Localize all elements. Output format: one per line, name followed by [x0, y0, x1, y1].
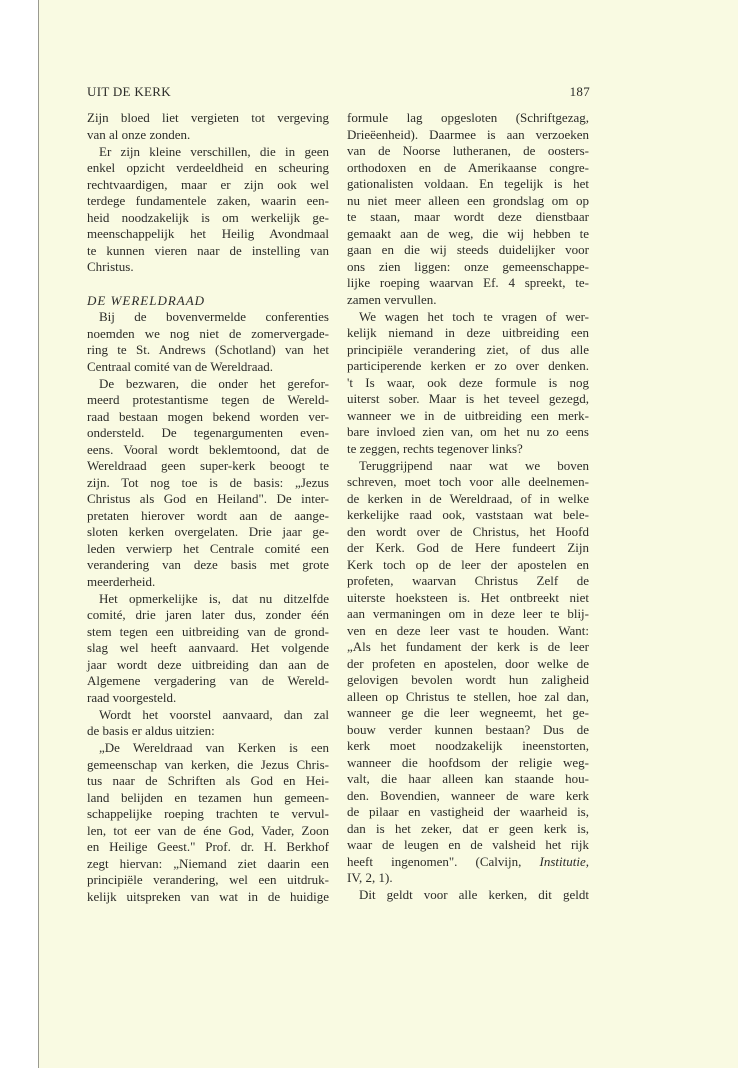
- text-line: gationalisten voldaan. En tegelijk is het: [347, 176, 589, 191]
- text-line: uiterst sober. Maar is het teveel gezegd,: [347, 391, 589, 406]
- text-line: pretaten hierover wordt aan de aange-: [87, 507, 329, 523]
- text-line: de pilaar en vastigheid der waarheid is,: [347, 804, 589, 819]
- text-line: 't Is waar, ook deze formule is nog: [347, 374, 589, 390]
- left-column: [87, 110, 329, 906]
- text-line: heid noodzakelijk is om werkelijk ge-: [87, 209, 329, 225]
- document-page: [38, 0, 738, 1068]
- paragraph: [87, 591, 329, 707]
- text-line: Er zijn kleine verschillen, die in geen: [99, 143, 329, 159]
- text-line: de kerken in de Wereldraad, of in welke: [347, 490, 589, 506]
- text-line: orthodoxen en de Amerikaanse congre-: [347, 159, 589, 175]
- text-line: gelovigen bevolen wordt hun zaligheid: [347, 672, 589, 687]
- text-line: noemden we nog niet de zomervergade-: [87, 325, 329, 341]
- text-line: land belijden en tezamen hun gemeen-: [87, 789, 329, 805]
- text-line: zegt hiervan: „Niemand ziet daarin een: [87, 855, 329, 871]
- paragraph: [87, 110, 329, 143]
- text-line: slag wel heeft aanvaard. Het volgende: [87, 640, 329, 655]
- text-line: van de Noorse lutheranen, de oosters-: [347, 143, 589, 158]
- paragraph: [87, 707, 329, 740]
- paragraph: [87, 144, 329, 276]
- text-line: alleen op Christus te stellen, hoe zal dan,: [347, 688, 589, 704]
- text-line: kerk moet noodzakelijk ineenstorten,: [347, 738, 589, 753]
- text-line: profeten, waarvan Christus Zelf de: [347, 573, 589, 588]
- text-line: bare invloed zien van, om het nu zo eens: [347, 424, 589, 439]
- text-line: meenschappelijk het Heilig Avondmaal: [87, 226, 329, 241]
- text-line: ondersteld. De tegenargumenten even-: [87, 425, 329, 440]
- text-line: Wordt het voorstel aanvaard, dan zal: [99, 706, 329, 722]
- citation-title: Institutie,: [539, 853, 589, 869]
- text-line: Dit geldt voor alle kerken, dit geldt: [359, 887, 589, 902]
- paragraph: [347, 458, 589, 887]
- text-line: der Kerk. God de Here fundeert Zijn: [347, 540, 589, 555]
- right-column: [347, 110, 589, 904]
- paragraph: [347, 309, 589, 458]
- text-line: gaan en die wij steeds duidelijker voor: [347, 242, 589, 257]
- text-line: De bezwaren, die onder het gerefor-: [99, 375, 329, 391]
- text-line: participerende kerken er zo over denken.: [347, 358, 589, 373]
- text-line: terdege fundamentele zaken, waarin een-: [87, 193, 329, 208]
- text-line: kelijk niemand in deze uitbreiding een: [347, 325, 589, 340]
- paragraph: [87, 309, 329, 375]
- text-line: kelijk uitspreken van wat in de huidige: [87, 888, 329, 904]
- text-line: principiële verandering, wel een uitdruk-: [87, 872, 329, 887]
- text-line: Algemene vergadering van de Wereld-: [87, 673, 329, 688]
- text-line: uiterste hoeksteen is. Het ontbreekt niet: [347, 589, 589, 605]
- text-line: te kunnen vieren naar de instelling van: [87, 242, 329, 258]
- text-line: Drieëenheid). Daarmee is aan verzoeken: [347, 126, 589, 142]
- text-line: valt, die haar alleen kan staande hou-: [347, 771, 589, 786]
- page-number: 187: [569, 84, 590, 99]
- text-line: comité, drie jaren later dus, zonder één: [87, 607, 329, 622]
- text-line: jaar wordt deze uitbreiding dan aan de: [87, 656, 329, 672]
- text-line: verandering van deze basis met grote: [87, 557, 329, 572]
- text-line: en Heilige Geest." Prof. dr. H. Berkhof: [87, 839, 329, 854]
- text-line: ring te St. Andrews (Schotland) van het: [87, 342, 329, 357]
- text-line: nu niet meer alleen een grondslag om op: [347, 192, 589, 208]
- text-line: den wordt over de Christus, het Hoofd: [347, 523, 589, 539]
- text-line: wanneer we in de uitbreiding een merk-: [347, 407, 589, 423]
- text-line: de basis er aldus uitzien:: [87, 723, 215, 738]
- text-line: formule lag opgesloten (Schriftgezag,: [347, 110, 589, 125]
- text-line: zamen vervullen.: [347, 291, 437, 307]
- text-line: te zeggen, rechts tegenover links?: [347, 440, 523, 456]
- text-line: leden verwierp het Centrale comité een: [87, 540, 329, 556]
- text-line: ons zien liggen: onze gemeenschappe-: [347, 258, 589, 274]
- text-line: aan vermaningen om in deze leer te blij-: [347, 606, 589, 621]
- text-line: dan is het zeker, dat er geen kerk is,: [347, 820, 589, 836]
- text-line: raad bestaan mogen bekend worden ver-: [87, 408, 329, 424]
- text-line: zijn. Tot nog toe is de basis: „Jezus: [87, 474, 329, 490]
- text-line: der profeten en apostelen, door welke de: [347, 655, 589, 671]
- text-line: gemeenschap van kerken, die Jezus Chris-: [87, 756, 329, 772]
- text-line: schappelijke roeping trachten te vervul-: [87, 806, 329, 821]
- text-line: van al onze zonden.: [87, 126, 191, 142]
- text-line: „De Wereldraad van Kerken is een: [99, 740, 329, 755]
- text-line: heeft ingenomen". (Calvijn, Institutie,: [347, 853, 589, 869]
- text-line: kerkelijke raad ook, vaststaan wat bele-: [347, 507, 589, 522]
- text-line: Zijn bloed liet vergieten tot vergeving: [87, 110, 329, 125]
- text-line: eens. Vooral wordt beklemtoond, dat de: [87, 441, 329, 457]
- text-line: waar de leugen en de valsheid het rijk: [347, 837, 589, 852]
- section-heading: DE WERELDRAAD: [87, 292, 206, 308]
- text-line: We wagen het toch te vragen of wer-: [359, 308, 589, 324]
- text-line: Christus.: [87, 259, 134, 274]
- paragraph: [347, 110, 589, 308]
- text-line: stem tegen een uitbreiding van de grond-: [87, 623, 329, 639]
- text-line: principiële verandering ziet, of dus alle: [347, 341, 589, 357]
- text-line: Het opmerkelijke is, dat nu ditzelfde: [99, 590, 329, 606]
- text-line: len, tot eer van de éne God, Vader, Zoon: [87, 822, 329, 838]
- text-line: Bij de bovenvermelde conferenties: [99, 309, 329, 324]
- text-line: rechtvaardigen, maar er zijn ook wel: [87, 176, 329, 192]
- text-line: sloten kerken overgelaten. Drie jaar ge-: [87, 524, 329, 539]
- running-title: UIT DE KERK: [87, 84, 171, 99]
- text-line: Centraal comité van de Wereldraad.: [87, 358, 274, 374]
- text-line: bouw verder kunnen bestaan? Dus de: [347, 721, 589, 737]
- text-line: IV, 2, 1).: [347, 870, 393, 885]
- text-line: meerderheid.: [87, 573, 156, 589]
- text-line: „Als het fundament der kerk is de leer: [347, 639, 589, 654]
- paragraph: [87, 740, 329, 905]
- text-line: te staan, maar wordt deze dienstbaar: [347, 209, 589, 224]
- text-line: tus naar de Schriften als God en Hei-: [87, 773, 329, 788]
- text-line: enkel opzicht verdeeldheid en scheuring: [87, 160, 329, 175]
- text-line: Wereldraad geen super-kerk beoogt te: [87, 458, 329, 473]
- text-line: Christus als God en Heiland". De inter-: [87, 491, 329, 506]
- text-line: meerd protestantisme tegen de Wereld-: [87, 392, 329, 407]
- text-line: gemaakt aan de weg, die wij hebben te: [347, 225, 589, 241]
- text-line: ven en deze leer vast te houden. Want:: [347, 622, 589, 638]
- text-line: wanneer ge die leer wegneemt, het ge-: [347, 705, 589, 720]
- paragraph: [347, 887, 589, 904]
- text-line: den. Bovendien, wanneer de ware kerk: [347, 787, 589, 803]
- text-line: raad voorgesteld.: [87, 689, 177, 705]
- text-line: Kerk toch op de leer der apostelen en: [347, 556, 589, 572]
- text-line: lijke roeping waarvan Ef. 4 spreekt, te-: [347, 275, 589, 290]
- text-line: wanneer die hoofdsom der religie weg-: [347, 754, 589, 770]
- text-line: Teruggrijpend naar wat we boven: [359, 457, 589, 473]
- text-line: schreven, moet toch voor alle deelnemen-: [347, 474, 589, 489]
- paragraph: [87, 376, 329, 591]
